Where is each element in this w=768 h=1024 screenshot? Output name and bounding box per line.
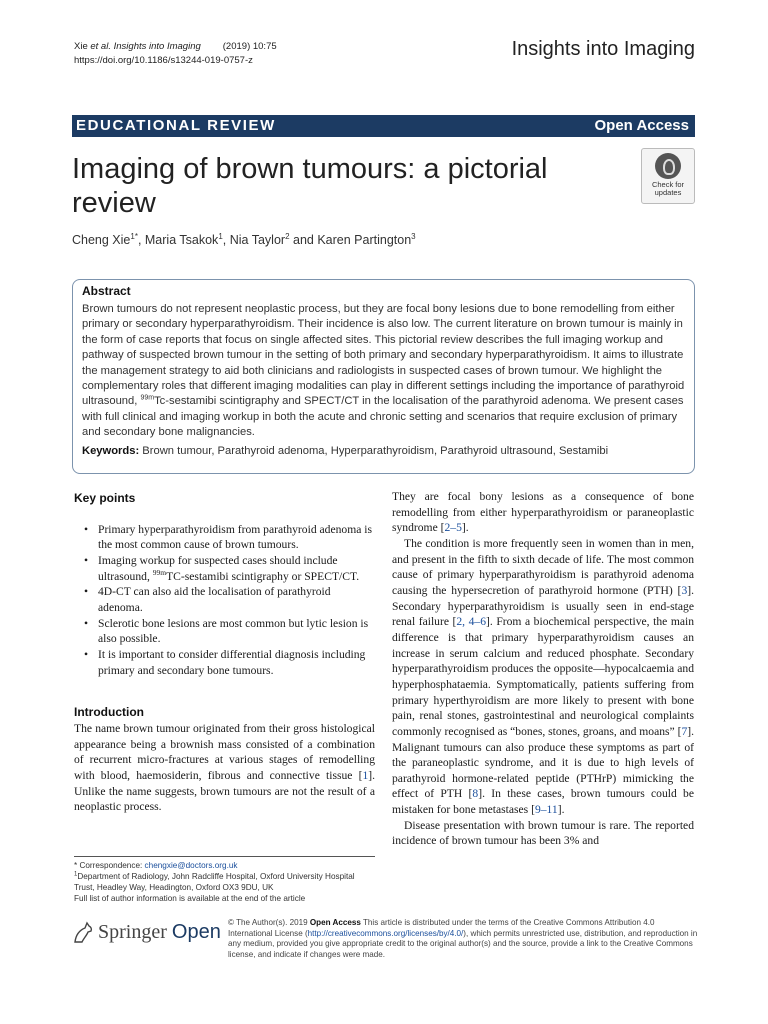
citation-year: (2019) 10:75 bbox=[222, 41, 277, 52]
author-name[interactable]: Nia Taylor bbox=[229, 233, 286, 247]
license-text: © The Author(s). 2019 Open Access This article is distributed under the terms of the Creative Commons Attribution 4.0 International License (http://creativecommons.org/licenses/by/4.0/), which permits unrestricted use, distribution, and reproduction in any medium, provided you give appropriate credit to the original author(s) and the source, provide a link to the Creative Commons license, and indicate if changes were made. bbox=[228, 918, 698, 959]
list-item: • 4D-CT can also aid the localisation of parathyroid adenoma. bbox=[98, 584, 375, 615]
key-points-heading: Key points bbox=[74, 491, 136, 505]
citation-link[interactable]: 2, 4–6 bbox=[456, 615, 487, 629]
open-access-label: Open Access bbox=[594, 117, 689, 134]
correspondence-email[interactable]: chengxie@doctors.org.uk bbox=[144, 861, 238, 870]
right-column bbox=[392, 489, 694, 849]
citation-link[interactable]: 8 bbox=[472, 787, 479, 801]
full-author-info: Full list of author information is available at the end of the article bbox=[74, 894, 306, 903]
article-type-banner bbox=[72, 115, 695, 137]
citation-journal: Insights into Imaging bbox=[113, 41, 201, 52]
citation-link[interactable]: 1 bbox=[362, 768, 369, 782]
author-list: Cheng Xie$^{1*}$, Maria Tsakok$^1$, Nia Taylor$^2$ and Karen Partington$^3$ bbox=[72, 231, 416, 247]
check-badge-line1: Check for bbox=[651, 180, 685, 189]
list-item: • Sclerotic bone lesions are most common but lytic lesion is also possible. bbox=[98, 616, 375, 647]
abstract-heading: Abstract bbox=[82, 284, 131, 298]
keywords bbox=[82, 444, 685, 459]
list-item: • Imaging workup for suspected cases should include ultrasound, $^{99m}$TC-sestamibi scintigraphy or SPECT/CT. bbox=[98, 553, 375, 584]
open-word: Open bbox=[171, 921, 221, 943]
list-item: • It is important to consider differential diagnosis including primary and secondary bone tumours. bbox=[98, 647, 375, 678]
check-for-updates-badge[interactable] bbox=[641, 148, 695, 204]
author-affiliation: 1* bbox=[130, 231, 138, 241]
citation-authors: Xie bbox=[74, 41, 91, 52]
key-points-list bbox=[74, 522, 375, 679]
introduction-heading: Introduction bbox=[74, 705, 144, 720]
citation-link[interactable]: 9–11 bbox=[534, 803, 558, 817]
body-paragraph: They are focal bony lesions as a consequence of bone remodelling from either hyperparathyroidism or paraneoplastic syndrome [2–5]. bbox=[392, 490, 694, 535]
citation-link[interactable]: 2–5 bbox=[444, 521, 462, 535]
author-affiliation: 1 bbox=[218, 231, 223, 241]
springer-horse-icon bbox=[72, 920, 94, 946]
abstract-box bbox=[72, 279, 695, 474]
license-link[interactable]: http://creativecommons.org/licenses/by/4.0/ bbox=[307, 928, 464, 938]
article-type-label: EDUCATIONAL REVIEW bbox=[76, 117, 276, 134]
footnote bbox=[74, 856, 375, 904]
left-column bbox=[74, 489, 375, 815]
citation-etal: et al. bbox=[90, 41, 111, 52]
body-paragraph: The condition is more frequently seen in women than in men, and present in the fifth to sixth decade of life. The most common cause of primary hyperparathyroidism is parathyroid adenoma causing the hypersecretion of parathyroid hormone (PTH) [3]. Secondary hyperparathyroidism is usually seen in end-stage renal failure [2, 4–6]. From a biochemical perspective, the main difference is that primary hyperparathyroidism causes an increase in serum calcium and reduced phosphate. Secondary hyperparathyroidism produces the opposite—hypocalcaemia and hyperphosphataemia. Symptomatically, patients suffering from primary hyperthyroidism are more likely to present with bone pain, renal stones, gastrointestinal and neurological complaints commonly recognised as “bones, stones, groans, and moans” [7]. Malignant tumours can also produce these symptoms as part of the paraneoplastic syndrome, and it is due to high levels of parathyroid hormone-related peptide (PTHrP) mimicking the effect of PTH [8]. In these cases, brown tumours could be mistaken for bone metastases [9–11]. bbox=[392, 536, 695, 817]
intro-paragraph: The name brown tumour originated from their gross histological appearance being a brownish mass consisted of a combination of recurrent micro-fractures at various stages of remodelling with blood, haemosiderin, fibrous and connective tissue [1]. Unlike the name suggests, brown tumours are not the result of a neoplastic process. bbox=[74, 721, 375, 814]
citation-link[interactable]: 7 bbox=[681, 724, 688, 738]
body-paragraph: Disease presentation with brown tumour is rare. The reported incidence of brown tumour has been 3% and bbox=[392, 818, 694, 848]
abstract-text: Brown tumours do not represent neoplastic process, but they are focal bony lesions due to bone remodelling from either primary or secondary hyperparathyroidism. Their incidence is also low. The current literature on brown tumour is mainly in the form of case reports that focus on single affected sites. This pictorial review describes the full imaging workup and pathway of suspected brown tumour in the setting of both primary and secondary hyperparathyroidism. It aims to illustrate the management strategy to aid both clinicians and radiologists in suspected cases of brown tumour. We highlight the complementary roles that different imaging modalities can play in different settings including the importance of parathyroid ultrasound, $^{99m}$Tc-sestamibi scintigraphy and SPECT/CT in the localisation of the parathyroid adenoma. We present cases with full clinical and imaging workup in both the acute and chronic setting and scenarios that require exclusion of primary and secondary bone malignancies. bbox=[82, 303, 685, 439]
journal-name: Insights into Imaging bbox=[511, 38, 695, 60]
bookmark-icon bbox=[655, 153, 681, 179]
keywords-label: Keywords: bbox=[82, 444, 140, 457]
keywords-list: Brown tumour, Parathyroid adenoma, Hyperparathyroidism, Parathyroid ultrasound, Sestamibi bbox=[139, 444, 609, 457]
springer-word: Springer bbox=[98, 921, 167, 943]
correspondence: * Correspondence: chengxie@doctors.org.uk bbox=[74, 861, 238, 870]
article-title: Imaging of brown tumours: a pictorial review bbox=[72, 153, 548, 219]
author-name[interactable]: Cheng Xie bbox=[72, 233, 131, 247]
doi-link[interactable]: https://doi.org/10.1186/s13244-019-0757-z bbox=[74, 55, 253, 66]
affiliation: $^1$Department of Radiology, John Radcliffe Hospital, Oxford University Hospital Trust, Headley Way, Headington, Oxford OX3 9DU, UK bbox=[74, 871, 355, 892]
list-item: • Primary hyperparathyroidism from parathyroid adenoma is the most common cause of brown tumours. bbox=[98, 522, 375, 553]
author-name[interactable]: Maria Tsakok bbox=[144, 233, 219, 247]
citation-header bbox=[74, 40, 277, 68]
check-badge-line2: updates bbox=[654, 188, 682, 197]
citation-link[interactable]: 3 bbox=[681, 583, 688, 597]
author-affiliation: 3 bbox=[411, 231, 416, 241]
author-name[interactable]: Karen Partington bbox=[317, 233, 412, 247]
author-affiliation: 2 bbox=[285, 231, 290, 241]
